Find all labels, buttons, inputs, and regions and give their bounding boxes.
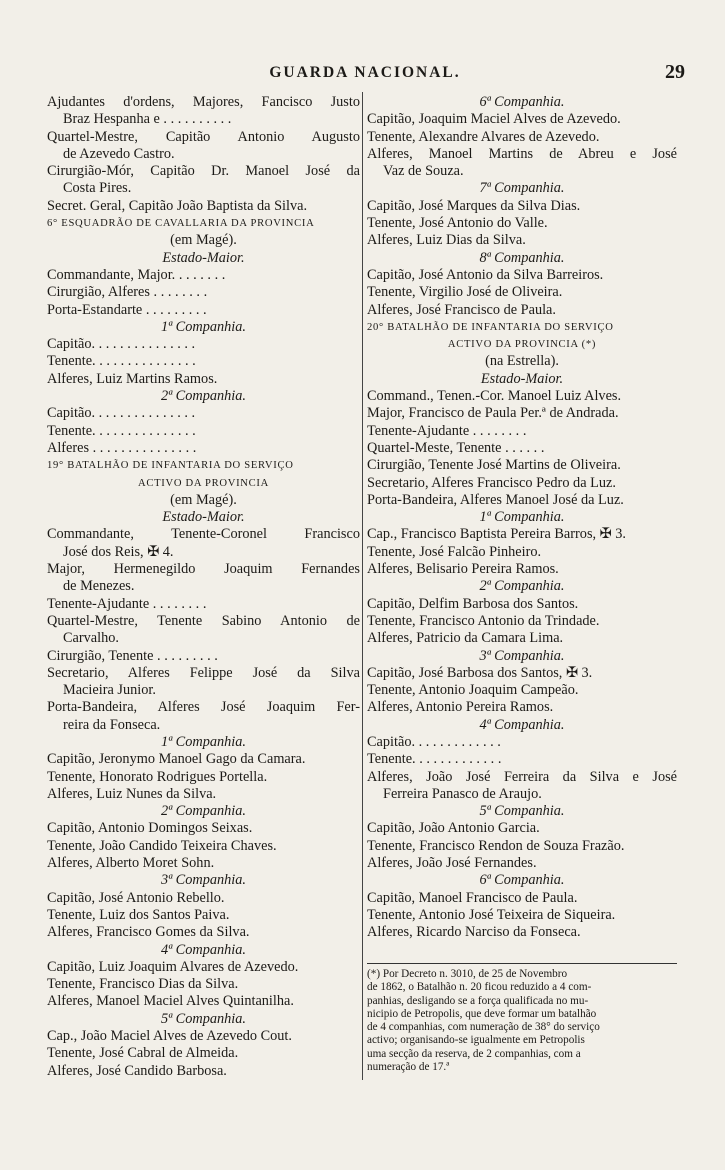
roster-line: Alferes, Ricardo Narciso da Fonseca. bbox=[367, 924, 581, 941]
roster-line: Tenente, Antonio José Teixeira de Siqueira. bbox=[367, 906, 616, 923]
section-heading: 2ª Companhia. bbox=[161, 803, 246, 820]
section-heading: Estado-Maior. bbox=[480, 370, 564, 387]
roster-line: Tenente, José Cabral de Almeida. bbox=[47, 1045, 239, 1062]
running-title: GUARDA NACIONAL. bbox=[269, 64, 461, 81]
section-heading: ACTIVO DA PROVINCIA bbox=[137, 477, 269, 489]
roster-line: Carvalho. bbox=[63, 630, 119, 647]
roster-line: Capitão. . . . . . . . . . . . . . . bbox=[47, 405, 196, 422]
footnote-line: (*) Por Decreto n. 3010, de 25 de Novembro bbox=[367, 968, 568, 980]
roster-line: Alferes, José Francisco de Paula. bbox=[367, 301, 556, 318]
roster-line: Tenente. . . . . . . . . . . . . . . bbox=[47, 422, 196, 439]
roster-line: Commandante, Tenente-Coronel Francisco bbox=[47, 526, 360, 543]
footnote-line: de 4 companhias, com numeração de 38° do serviço bbox=[367, 1021, 600, 1034]
roster-line: de Menezes. bbox=[63, 578, 135, 595]
roster-line: Braz Hespanha e . . . . . . . . . . bbox=[63, 111, 232, 128]
roster-line: Alferes, José Candido Barbosa. bbox=[47, 1062, 227, 1079]
roster-line: Commandante, Major. . . . . . . . bbox=[47, 266, 226, 283]
roster-line: Capitão, Manoel Francisco de Paula. bbox=[367, 889, 578, 906]
roster-line: Secretario, Alferes Felippe José da Silva bbox=[47, 664, 360, 681]
section-heading: 6ª Companhia. bbox=[479, 94, 565, 110]
roster-line: Capitão, José Antonio da Silva Barreiros. bbox=[367, 266, 604, 283]
roster-line: Quartel-Meste, Tenente . . . . . . bbox=[367, 439, 545, 456]
section-heading: 4ª Companhia. bbox=[479, 716, 565, 733]
section-heading: 2ª Companhia. bbox=[161, 388, 246, 405]
roster-line: Capitão, José Marques da Silva Dias. bbox=[367, 197, 581, 214]
roster-line: Alferes, Belisario Pereira Ramos. bbox=[367, 561, 559, 578]
roster-line: Capitão, José Barbosa dos Santos, ✠ 3. bbox=[367, 664, 593, 681]
roster-line: Alferes, Alberto Moret Sohn. bbox=[47, 855, 215, 872]
section-heading: 19° BATALHÃO DE INFANTARIA DO SERVIÇO bbox=[47, 460, 294, 472]
footnote-line: nicipio de Petropolis, que deve formar um batalhão bbox=[367, 1007, 597, 1020]
left-column bbox=[47, 94, 360, 1080]
section-heading: 5ª Companhia. bbox=[161, 1010, 246, 1027]
roster-line: Alferes, Antonio Pereira Ramos. bbox=[367, 699, 554, 716]
roster-line: Ferreira Panasco de Araujo. bbox=[383, 785, 542, 802]
roster-line: Tenente, Honorato Rodrigues Portella. bbox=[47, 768, 268, 785]
roster-line: Tenente, João Candido Teixeira Chaves. bbox=[47, 837, 277, 854]
roster-line: Tenente, Francisco Dias da Silva. bbox=[47, 976, 239, 993]
roster-line: Tenente-Ajudante . . . . . . . . bbox=[47, 595, 207, 612]
roster-line: Capitão, Joaquim Maciel Alves de Azevedo. bbox=[367, 111, 621, 128]
roster-line: Major, Francisco de Paula Per.ª de Andrada. bbox=[367, 405, 619, 422]
roster-line: Ajudantes d'ordens, Majores, Fancisco Justo bbox=[47, 94, 360, 110]
roster-line: Cirurgião-Mór, Capitão Dr. Manoel José da bbox=[47, 163, 360, 180]
section-heading: 20° BATALHÃO DE INFANTARIA DO SERVIÇO bbox=[367, 321, 614, 333]
roster-line: (em Magé). bbox=[170, 232, 237, 249]
roster-line: Alferes . . . . . . . . . . . . . . . bbox=[47, 439, 197, 456]
section-heading: 1ª Companhia. bbox=[161, 733, 246, 750]
roster-line: Tenente-Ajudante . . . . . . . . bbox=[367, 422, 527, 439]
roster-line: Capitão, Delfim Barbosa dos Santos. bbox=[367, 595, 579, 612]
roster-line: Quartel-Mestre, Capitão Antonio Augusto bbox=[47, 128, 360, 145]
footnote-line: de 1862, o Batalhão n. 20 ficou reduzido a 4 com- bbox=[367, 981, 592, 994]
section-heading: Estado-Maior. bbox=[162, 249, 245, 266]
roster-line: José dos Reis, ✠ 4. bbox=[63, 543, 174, 560]
roster-line: de Azevedo Castro. bbox=[63, 145, 175, 162]
footnote bbox=[367, 963, 677, 1074]
roster-line: Cap., João Maciel Alves de Azevedo Cout. bbox=[47, 1028, 292, 1045]
roster-line: Cirurgião, Alferes . . . . . . . . bbox=[47, 284, 208, 301]
roster-line: Tenente, Antonio Joaquim Campeão. bbox=[367, 682, 579, 699]
section-heading: 1ª Companhia. bbox=[479, 509, 565, 526]
roster-line: Tenente. . . . . . . . . . . . . bbox=[367, 751, 502, 768]
roster-line: Quartel-Mestre, Tenente Sabino Antonio de bbox=[47, 612, 360, 629]
roster-line: Capitão. . . . . . . . . . . . . . . bbox=[47, 336, 196, 353]
section-heading: 3ª Companhia. bbox=[161, 872, 246, 889]
roster-line: Tenente, Francisco Antonio da Trindade. bbox=[367, 612, 600, 629]
section-heading: 4ª Companhia. bbox=[161, 941, 246, 958]
roster-line: Alferes, Francisco Gomes da Silva. bbox=[47, 924, 250, 941]
page-header bbox=[45, 61, 685, 86]
section-heading: 3ª Companhia. bbox=[479, 647, 565, 664]
page-number: 29 bbox=[665, 61, 685, 83]
section-heading: 5ª Companhia. bbox=[479, 803, 565, 820]
section-heading: 7ª Companhia. bbox=[479, 180, 565, 197]
roster-line: Capitão, Luiz Joaquim Alvares de Azevedo. bbox=[47, 958, 299, 975]
roster-line: Costa Pires. bbox=[63, 180, 132, 197]
section-heading: 2ª Companhia. bbox=[479, 578, 565, 595]
roster-line: Alferes, João José Fernandes. bbox=[367, 855, 537, 872]
roster-line: Cirurgião, Tenente José Martins de Oliveira. bbox=[367, 457, 621, 474]
roster-line: Command., Tenen.-Cor. Manoel Luiz Alves. bbox=[367, 388, 622, 405]
section-heading: 1ª Companhia. bbox=[161, 318, 246, 335]
roster-line: Porta-Estandarte . . . . . . . . . bbox=[47, 301, 207, 318]
roster-line: Secret. Geral, Capitão João Baptista da Silva. bbox=[47, 197, 308, 214]
section-heading: Estado-Maior. bbox=[162, 509, 245, 526]
roster-line: Tenente. . . . . . . . . . . . . . . bbox=[47, 353, 196, 370]
roster-line: Alferes, Patricio da Camara Lima. bbox=[367, 630, 564, 647]
roster-line: Tenente, José Antonio do Valle. bbox=[367, 215, 548, 232]
footnote-line: activo; organisando-se igualmente em Petropolis bbox=[367, 1034, 585, 1047]
roster-line: Tenente, Francisco Rendon de Souza Frazão. bbox=[367, 837, 625, 854]
roster-line: Capitão, José Antonio Rebello. bbox=[47, 889, 225, 906]
section-heading: 8ª Companhia. bbox=[479, 249, 565, 266]
footnote-line: numeração de 17.ª bbox=[367, 1061, 450, 1074]
footnote-line: uma secção da reserva, de 2 companhias, com a bbox=[367, 1047, 581, 1060]
roster-line: Tenente, Alexandre Alvares de Azevedo. bbox=[367, 128, 600, 145]
roster-line: reira da Fonseca. bbox=[63, 716, 161, 733]
roster-line: Capitão. . . . . . . . . . . . . bbox=[367, 733, 501, 750]
section-heading: 6° ESQUADRÃO DE CAVALLARIA DA PROVINCIA bbox=[47, 218, 315, 230]
roster-line: (em Magé). bbox=[170, 491, 237, 508]
roster-line: Capitão, Antonio Domingos Seixas. bbox=[47, 820, 253, 837]
roster-line: Capitão, Jeronymo Manoel Gago da Camara. bbox=[47, 751, 306, 768]
roster-line: Macieira Junior. bbox=[63, 682, 156, 699]
roster-line: Alferes, Luiz Nunes da Silva. bbox=[47, 785, 217, 802]
right-column bbox=[367, 94, 677, 942]
roster-line: Tenente, Virgilio José de Oliveira. bbox=[367, 284, 563, 301]
roster-line: Porta-Bandeira, Alferes José Joaquim Fer- bbox=[47, 699, 360, 716]
roster-line: Capitão, João Antonio Garcia. bbox=[367, 820, 540, 837]
roster-line: Tenente, José Falcão Pinheiro. bbox=[367, 543, 542, 560]
roster-line: Porta-Bandeira, Alferes Manoel José da Luz. bbox=[367, 491, 624, 508]
footnote-line: panhias, desligando se a força qualificada no mu- bbox=[367, 994, 589, 1007]
section-heading: ACTIVO DA PROVINCIA (*) bbox=[447, 339, 597, 351]
roster-line: Cirurgião, Tenente . . . . . . . . . bbox=[47, 647, 218, 664]
roster-line: Vaz de Souza. bbox=[383, 163, 464, 180]
roster-line: Major, Hermenegildo Joaquim Fernandes bbox=[47, 561, 360, 578]
roster-line: Alferes, Manoel Martins de Abreu e José bbox=[367, 145, 677, 162]
column-divider bbox=[362, 92, 363, 1080]
roster-line: Alferes, Manoel Maciel Alves Quintanilha. bbox=[47, 993, 294, 1010]
roster-line: Cap., Francisco Baptista Pereira Barros, ✠ 3. bbox=[367, 526, 626, 543]
roster-line: (na Estrella). bbox=[485, 353, 559, 370]
roster-line: Alferes, Luiz Dias da Silva. bbox=[367, 232, 526, 249]
roster-line: Alferes, João José Ferreira da Silva e José bbox=[367, 768, 677, 785]
roster-line: Tenente, Luiz dos Santos Paiva. bbox=[47, 906, 230, 923]
roster-line: Alferes, Luiz Martins Ramos. bbox=[47, 370, 218, 387]
section-heading: 6ª Companhia. bbox=[479, 872, 565, 889]
roster-line: Secretario, Alferes Francisco Pedro da Luz. bbox=[367, 474, 616, 491]
